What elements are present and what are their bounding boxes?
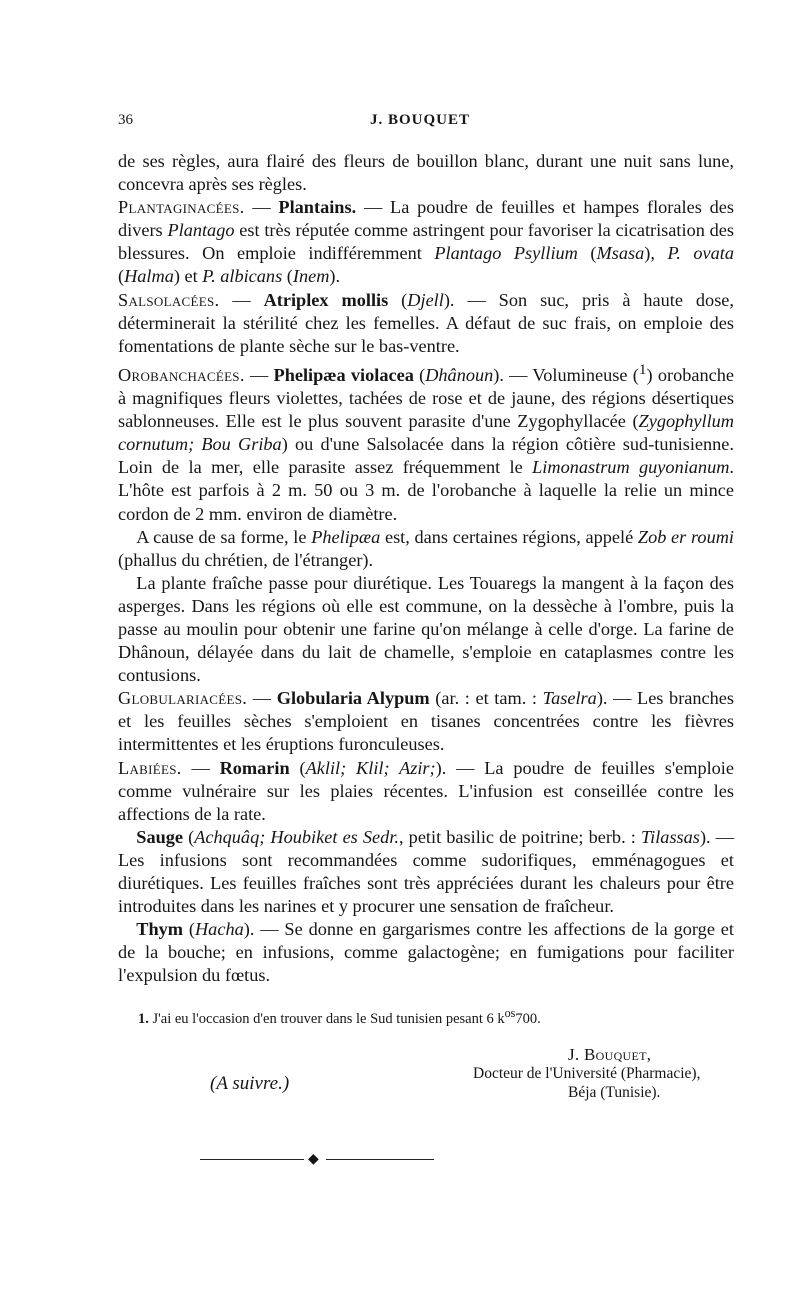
paragraph-sauge: Sauge (Achquâq; Houbiket es Sedr., petit basilic de poitrine; berb. : Tilassas). — Les infusions sont recommandées comme sudorifiques, emménagogues et diurétiques. Les feuilles fraîches sont très appréciées durant les chaleurs pour être introduites dans les narines et y procurer une sensation de fraîcheur. (118, 826, 735, 917)
body-text (118, 150, 734, 987)
running-head: J. BOUQUET (370, 112, 471, 128)
page-number: 36 (118, 112, 133, 128)
diamond-ornament-icon: ◆ (308, 1152, 319, 1167)
footnote: 1. J'ai eu l'occasion d'en trouver dans le Sud tunisien pesant 6 $k^{os}700$. (138, 1006, 541, 1028)
footnote-ref: 1 (638, 360, 647, 378)
footnote-marker: 1. (138, 1011, 149, 1028)
ornament-rule-right (326, 1159, 434, 1160)
document-page (118, 108, 734, 1117)
author-name: J. Bouquet, (568, 1045, 652, 1065)
genus-name: Atriplex mollis (263, 289, 389, 310)
ornament-divider (200, 1152, 434, 1168)
family-name: Plantaginacées. (118, 197, 245, 218)
genus-name: Phelipæa violacea (273, 364, 414, 385)
page-header (118, 108, 734, 138)
genus-name: Globularia Alypum (276, 688, 430, 709)
genus-name: Sauge (136, 826, 184, 847)
paragraph-orobanchacees: Orobanchacées. — Phelipæa violacea (Dhânoun). — Volumineuse ($^1$) orobanche à magnifiques fleurs violettes, tachées de rose et de jaune, des régions désertiques sablonneuses. Elle est le plus souvent parasite d'une Zygophyllacée (Zygophyllum cornutum; Bou Griba) ou d'une Salsolacée dans la région côtière sud-tunisienne. Loin de la mer, elle parasite assez fréquemment le Limonastrum guyonianum. L'hôte est parfois à 2 m. 50 ou 3 m. de l'orobanche à laquelle la relie un mince cordon de 2 mm. environ de diamètre. (118, 360, 734, 524)
family-name: Orobanchacées. (118, 364, 245, 385)
ornament-rule-left (200, 1159, 304, 1160)
paragraph-plante-fraiche: La plante fraîche passe pour diurétique. Les Touaregs la mangent à la façon des asperges. Dans les régions où elle est commune, on la dessèche à l'ombre, puis la passe au moulin pour obtenir une farine qu'on mélange à celle d'orge. La farine de Dhânoun, délayée dans du lait de chamelle, s'emploie en cataplasmes contre les contusions. (118, 572, 734, 686)
to-be-continued: (A suivre.) (210, 1073, 290, 1095)
genus-name: Romarin (219, 757, 290, 778)
author-credential: Docteur de l'Université (Pharmacie), (473, 1065, 701, 1083)
author-location: Béja (Tunisie). (568, 1084, 661, 1102)
genus-name: Plantains. (278, 197, 357, 218)
paragraph-labiees: Labiées. — Romarin (Aklil; Klil; Azir;). — La poudre de feuilles s'emploie comme vulnéraire sur les plaies récentes. L'infusion est conseillée contre les affections de la rate. (118, 757, 734, 824)
family-name: Salsolacées. (118, 289, 220, 310)
signature-block (118, 1037, 734, 1117)
paragraph-continuation: de ses règles, aura flairé des fleurs de bouillon blanc, durant une nuit sans lune, concevra après ses règles. (118, 151, 734, 195)
paragraph-salsolacees: Salsolacées. — Atriplex mollis (Djell). — Son suc, pris à haute dose, déterminerait la stérilité chez les femelles. A défaut de suc frais, on emploie des fomentations de plante sèche sur le bas-ventre. (118, 289, 734, 356)
paragraph-plantaginacees: Plantaginacées. — Plantains. — La poudre de feuilles et hampes florales des divers Plantago est très réputée comme astringent pour favoriser la cicatrisation des blessures. On emploie indifféremment Plantago Psyllium (Msasa), P. ovata (Halma) et P. albicans (Inem). (118, 197, 734, 287)
paragraph-phelipaea-forme: A cause de sa forme, le Phelipæa est, dans certaines régions, appelé Zob er roumi (phallus du chrétien, de l'étranger). (118, 526, 734, 570)
paragraph-globulariacees: Globulariacées. — Globularia Alypum (ar. : et tam. : Taselra). — Les branches et les feuilles sèches s'emploient en tisanes concentrées contre les fièvres intermittentes et les éruptions furonculeuses. (118, 688, 735, 755)
family-name: Labiées. (118, 757, 182, 778)
genus-name: Thym (136, 919, 184, 940)
family-name: Globulariacées. (118, 688, 248, 709)
author-signature (473, 1045, 738, 1102)
paragraph-thym: Thym (Hacha). — Se donne en gargarismes contre les affections de la gorge et de la bouche; en infusions, comme galactogène; en fumigations pour faciliter l'expulsion du fœtus. (118, 919, 734, 986)
